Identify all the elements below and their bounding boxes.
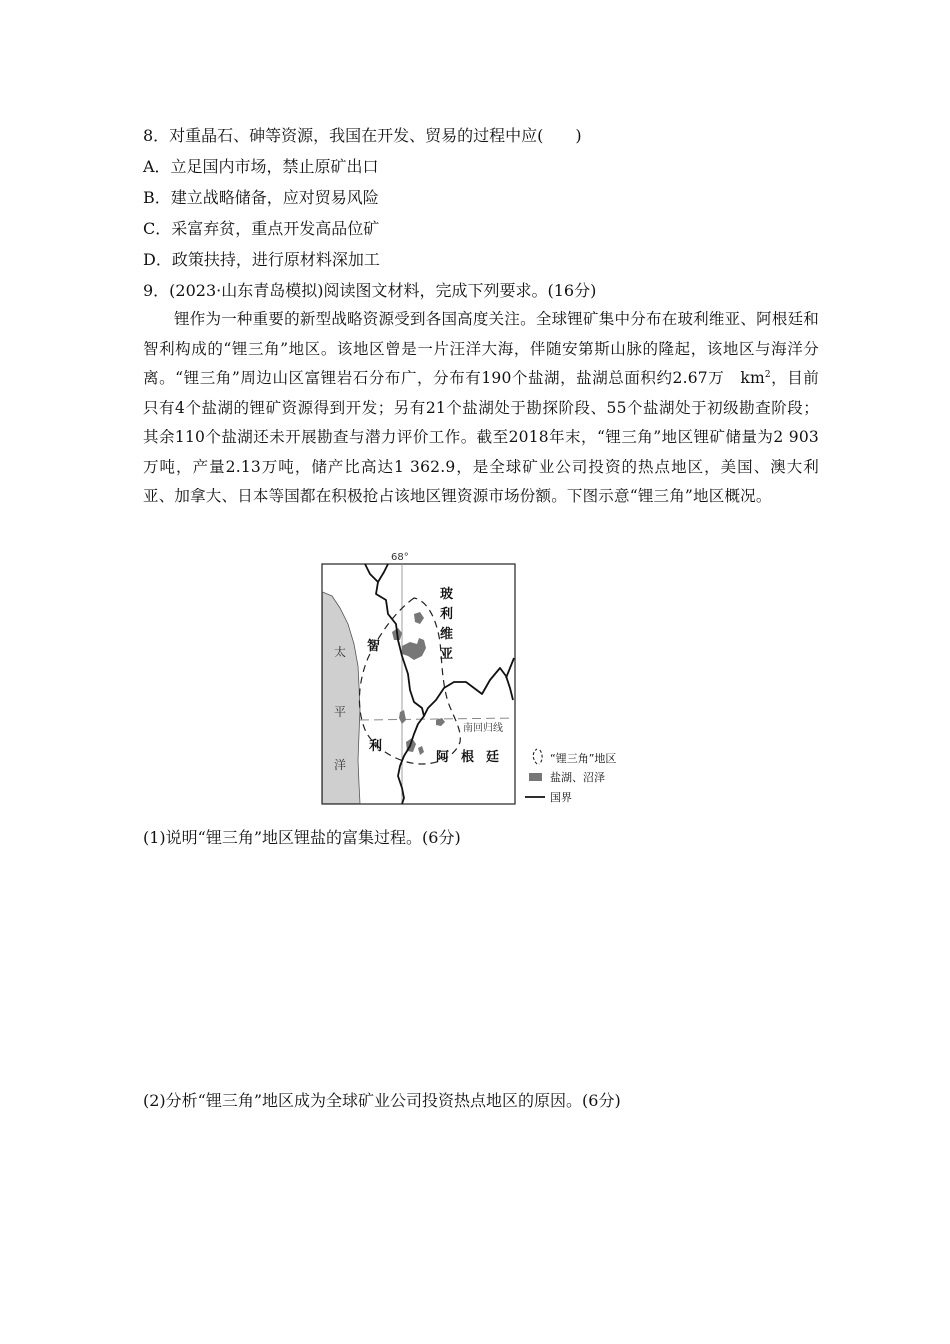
option-c: C．采富弃贫，重点开发高品位矿 bbox=[143, 219, 380, 238]
legend-lake-label: 盐湖、沼泽 bbox=[550, 771, 605, 784]
tropic-label: 南回归线 bbox=[463, 723, 503, 734]
option-b: B．建立战略储备，应对贸易风险 bbox=[143, 188, 379, 207]
label-bolivia-3: 维 bbox=[440, 627, 454, 642]
question-9-sub-2: (2)分析“锂三角”地区成为全球矿业公司投资热点地区的原因。(6分) bbox=[143, 1091, 621, 1110]
label-ocean-3: 洋 bbox=[334, 758, 347, 772]
label-argentina-3: 廷 bbox=[486, 750, 500, 765]
option-d: D．政策扶持，进行原材料深加工 bbox=[143, 250, 380, 269]
question-9-sub-1: (1)说明“锂三角”地区锂盐的富集过程。(6分) bbox=[143, 828, 461, 847]
passage-superscript: 2 bbox=[764, 369, 771, 380]
legend-triangle-symbol bbox=[533, 749, 542, 764]
label-chile-2: 利 bbox=[369, 739, 383, 754]
passage-part-2: ，目前只有4个盐湖的锂矿资源得到开发；另有21个盐湖处于勘探阶段、55个盐湖处于初级勘查阶段；其余110个盐湖还未开展勘查与潜力评价工作。截至2018年末，“锂三角”地区锂矿储量为2 903万吨，产量2.13万吨，储产比高达1 362.9，是全球矿业公司投资的热点地区，美国、澳大利亚、加拿大、日本等国都在积极抢占该地区锂资源市场份额。下图示意“锂三角”地区概况。 bbox=[143, 369, 819, 505]
legend-border-label: 国界 bbox=[550, 791, 572, 804]
passage-part-1: 锂作为一种重要的新型战略资源受到各国高度关注。全球锂矿集中分布在玻利维亚、阿根廷和智利构成的“锂三角”地区。该地区曾是一片汪洋大海，伴随安第斯山脉的隆起，该地区与海洋分离。“锂三角”周边山区富锂岩石分布广，分布有190个盐湖，盐湖总面积约2.67万 km bbox=[143, 310, 819, 387]
label-bolivia-1: 玻 bbox=[440, 587, 454, 602]
map-legend bbox=[525, 749, 616, 804]
label-argentina-1: 阿 bbox=[436, 750, 450, 765]
legend-lake-symbol bbox=[529, 773, 542, 781]
option-a: A．立足国内市场，禁止原矿出口 bbox=[143, 157, 379, 176]
legend-triangle-label: “锂三角”地区 bbox=[550, 752, 617, 765]
question-9-passage bbox=[143, 305, 819, 512]
label-chile-1: 智 bbox=[367, 639, 381, 654]
label-ocean-2: 平 bbox=[334, 705, 347, 719]
longitude-label: 68° bbox=[391, 552, 409, 563]
lithium-triangle-map bbox=[318, 550, 663, 810]
label-ocean-1: 太 bbox=[334, 645, 347, 659]
question-9-stem: 9．(2023·山东青岛模拟)阅读图文材料，完成下列要求。(16分) bbox=[143, 281, 597, 300]
label-bolivia-4: 亚 bbox=[440, 647, 454, 662]
label-bolivia-2: 利 bbox=[440, 607, 454, 622]
question-8-stem: 8．对重晶石、砷等资源，我国在开发、贸易的过程中应( ) bbox=[143, 126, 582, 145]
label-argentina-2: 根 bbox=[461, 750, 475, 765]
